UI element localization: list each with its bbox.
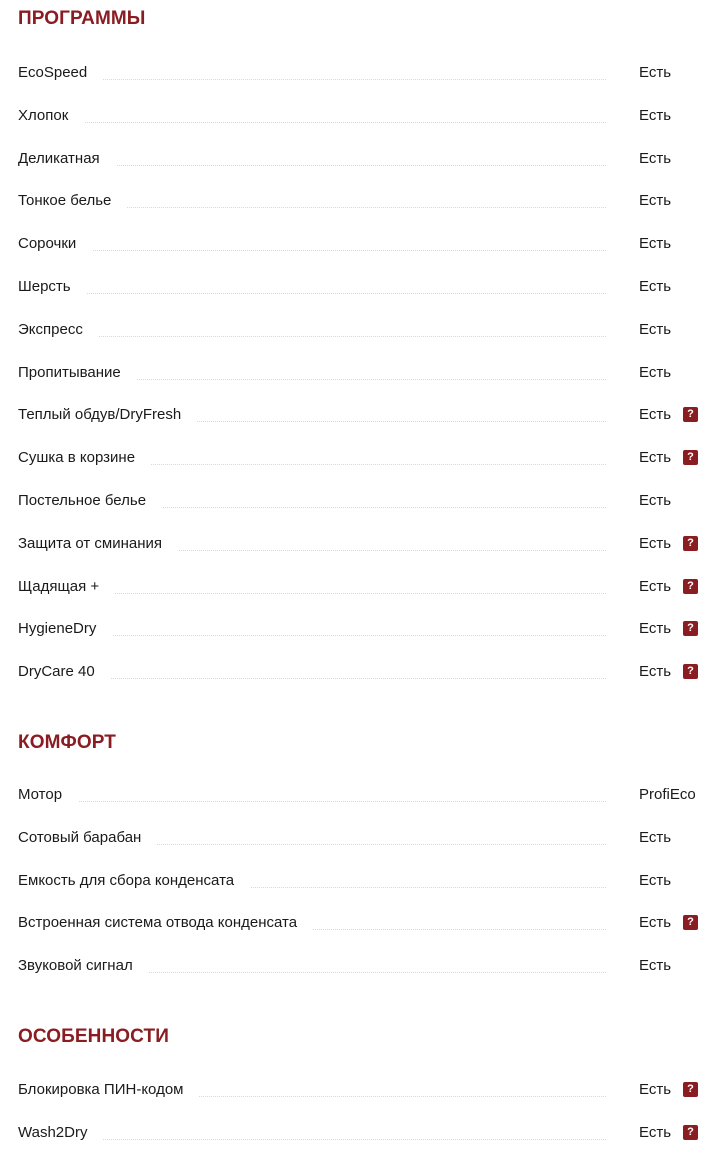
spec-row xyxy=(18,860,713,903)
dotted-leader xyxy=(18,293,606,294)
spec-row xyxy=(18,309,713,352)
spec-value: Есть xyxy=(639,1123,672,1141)
spec-row xyxy=(18,394,713,437)
help-question-icon[interactable]: ? xyxy=(683,1082,698,1097)
spec-label: Звуковой сигнал xyxy=(18,956,149,976)
spec-row xyxy=(18,223,713,266)
section-title-comfort: КОМФОРТ xyxy=(18,732,116,753)
spec-value: Есть xyxy=(639,320,672,338)
spec-row xyxy=(18,180,713,223)
spec-row xyxy=(18,480,713,523)
spec-row xyxy=(18,52,713,95)
help-question-icon[interactable]: ? xyxy=(683,621,698,636)
spec-row xyxy=(18,902,713,945)
dotted-leader xyxy=(18,79,606,80)
spec-row xyxy=(18,1069,713,1112)
spec-label: DryCare 40 xyxy=(18,662,111,682)
dotted-leader xyxy=(18,801,606,802)
spec-label: Хлопок xyxy=(18,106,84,126)
spec-value: Есть xyxy=(639,149,672,167)
spec-label: Емкость для сбора конденсата xyxy=(18,871,250,891)
help-question-icon[interactable]: ? xyxy=(683,450,698,465)
spec-label: Деликатная xyxy=(18,149,116,169)
spec-value: Есть xyxy=(639,534,672,552)
spec-row xyxy=(18,352,713,395)
spec-value: Есть xyxy=(639,64,672,81)
spec-row xyxy=(18,523,713,566)
help-question-icon[interactable]: ? xyxy=(683,579,698,594)
spec-label: Wash2Dry xyxy=(18,1123,103,1143)
spec-value: Есть xyxy=(639,663,672,681)
spec-value: Есть xyxy=(639,235,672,253)
spec-label: Экспресс xyxy=(18,320,99,340)
spec-label: Постельное белье xyxy=(18,491,162,511)
spec-value: Есть xyxy=(639,957,672,975)
dotted-leader xyxy=(18,122,606,123)
spec-label: Сотовый барабан xyxy=(18,828,157,848)
spec-label: Блокировка ПИН-кодом xyxy=(18,1080,199,1100)
spec-row xyxy=(18,945,713,988)
help-question-icon[interactable]: ? xyxy=(683,1125,698,1140)
spec-row xyxy=(18,774,713,817)
spec-value: Есть xyxy=(639,577,672,595)
spec-label: Шерсть xyxy=(18,277,87,297)
help-question-icon[interactable]: ? xyxy=(683,536,698,551)
spec-value: Есть xyxy=(639,871,672,889)
spec-label: Теплый обдув/DryFresh xyxy=(18,405,197,425)
section-features-rows xyxy=(18,1069,713,1155)
dotted-leader xyxy=(18,336,606,337)
help-question-icon[interactable]: ? xyxy=(683,915,698,930)
spec-row xyxy=(18,138,713,181)
section-programs-rows xyxy=(18,52,713,694)
spec-label: Щадящая + xyxy=(18,577,115,597)
spec-label: Тонкое белье xyxy=(18,191,127,211)
spec-label: HygieneDry xyxy=(18,619,112,639)
spec-row xyxy=(18,266,713,309)
spec-value: Есть xyxy=(639,828,672,846)
spec-row xyxy=(18,817,713,860)
spec-label: Сорочки xyxy=(18,234,92,254)
spec-value: Есть xyxy=(639,106,672,124)
dotted-leader xyxy=(18,250,606,251)
spec-row xyxy=(18,1112,713,1155)
spec-label: EcoSpeed xyxy=(18,63,103,83)
spec-value: Есть xyxy=(639,491,672,509)
spec-value: Есть xyxy=(639,192,672,210)
spec-label: Защита от сминания xyxy=(18,534,178,554)
spec-label: Встроенная система отвода конденсата xyxy=(18,913,313,933)
spec-label: Пропитывание xyxy=(18,363,137,383)
section-title-programs: ПРОГРАММЫ xyxy=(18,8,146,29)
spec-value: Есть xyxy=(639,277,672,295)
spec-value: Есть xyxy=(639,406,672,424)
spec-row xyxy=(18,651,713,694)
spec-value: Есть xyxy=(639,620,672,638)
dotted-leader xyxy=(18,1139,606,1140)
section-comfort-rows xyxy=(18,774,713,988)
spec-label: Сушка в корзине xyxy=(18,448,151,468)
spec-row xyxy=(18,95,713,138)
spec-row xyxy=(18,437,713,480)
spec-value: Есть xyxy=(639,1081,672,1098)
spec-row xyxy=(18,566,713,609)
spec-value: ProfiEco xyxy=(639,786,696,803)
spec-value: Есть xyxy=(639,363,672,381)
spec-value: Есть xyxy=(639,914,672,932)
section-title-features: ОСОБЕННОСТИ xyxy=(18,1026,169,1047)
spec-value: Есть xyxy=(639,449,672,467)
help-question-icon[interactable]: ? xyxy=(683,407,698,422)
help-question-icon[interactable]: ? xyxy=(683,664,698,679)
spec-row xyxy=(18,608,713,651)
spec-label: Мотор xyxy=(18,785,78,805)
